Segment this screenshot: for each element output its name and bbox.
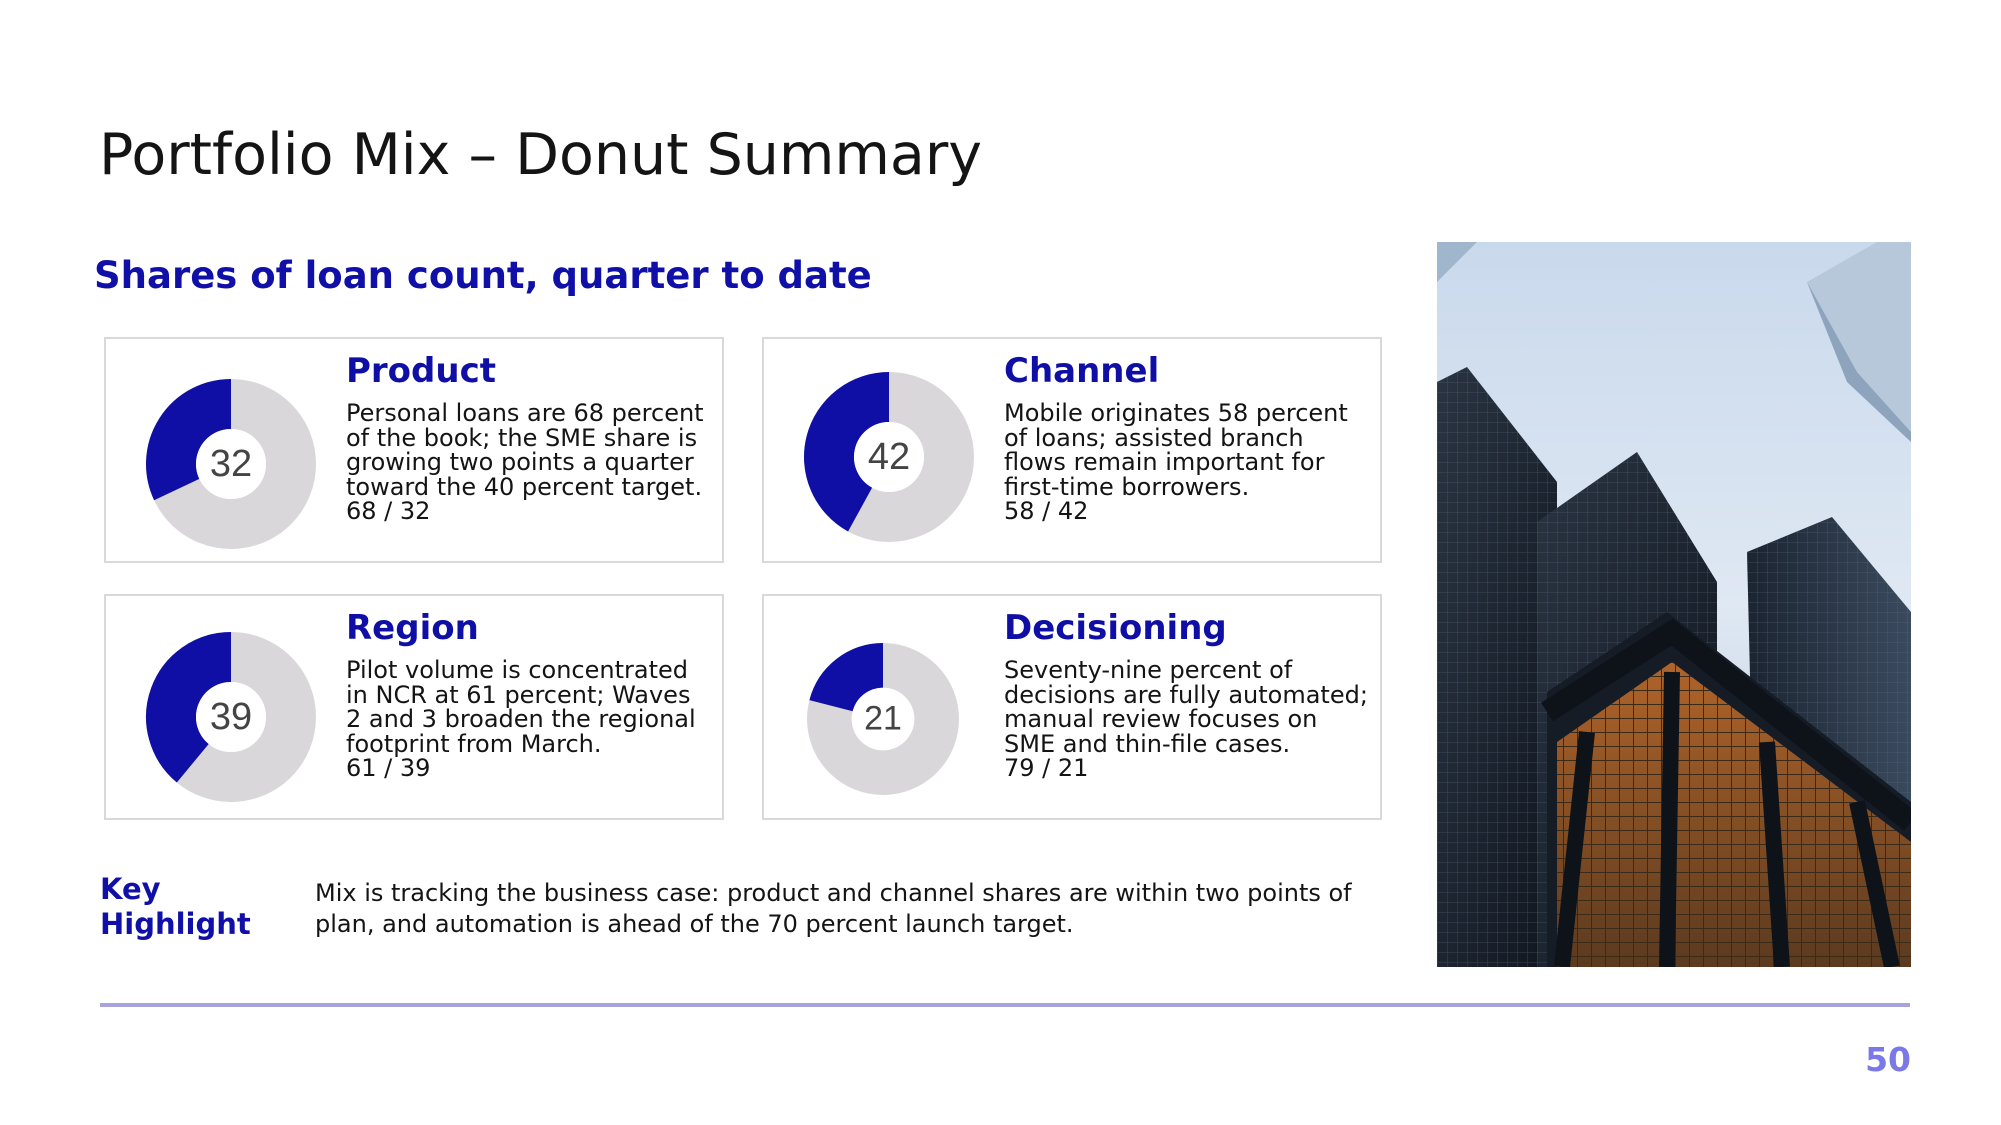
donut-chart-region (146, 632, 316, 802)
card-title: Product (346, 351, 496, 391)
key-highlight-label: Key Highlight (100, 872, 251, 941)
slide-title: Portfolio Mix – Donut Summary (99, 122, 983, 188)
donut-chart-product (146, 379, 316, 549)
slide-subtitle: Shares of loan count, quarter to date (94, 254, 872, 297)
donut-center-value: 42 (867, 436, 911, 478)
page-number: 50 (1865, 1040, 1911, 1079)
card-description-text: Seventy-nine percent of decisions are fully automated; manual review focuses on SME and thin-file cases. (1004, 656, 1368, 758)
donut-card-channel (762, 337, 1382, 563)
skyscrapers-illustration (1437, 242, 1911, 967)
donut-center-value: 39 (209, 696, 253, 738)
card-ratio: 58 / 42 (1004, 497, 1089, 525)
card-description-text: Mobile originates 58 percent of loans; assisted branch flows remain important for first-time borrowers. (1004, 399, 1348, 501)
card-description (346, 658, 711, 781)
footer-divider (100, 1003, 1910, 1007)
key-highlight-text: Mix is tracking the business case: product and channel shares are within two points of plan, and automation is ahead of the 70 percent launch target. (315, 879, 1352, 938)
donut-card-region (104, 594, 724, 820)
donut-center-value: 21 (864, 699, 902, 738)
card-title: Decisioning (1004, 608, 1227, 648)
card-title: Channel (1004, 351, 1160, 391)
card-description (1004, 401, 1369, 524)
donut-chart-channel (804, 372, 974, 542)
card-description-text: Personal loans are 68 percent of the book; the SME share is growing two points a quarter toward the 40 percent target. (346, 399, 704, 501)
card-ratio: 61 / 39 (346, 754, 431, 782)
card-ratio: 79 / 21 (1004, 754, 1089, 782)
donut-card-decisioning (762, 594, 1382, 820)
donut-center-value: 32 (209, 443, 253, 485)
card-description (1004, 658, 1369, 781)
card-title: Region (346, 608, 479, 648)
donut-chart-decisioning (807, 643, 959, 795)
card-ratio: 68 / 32 (346, 497, 431, 525)
card-description (346, 401, 711, 524)
donut-card-product (104, 337, 724, 563)
card-description-text: Pilot volume is concentrated in NCR at 61 percent; Waves 2 and 3 broaden the regional footprint from March. (346, 656, 696, 758)
skyscrapers-photo (1437, 242, 1911, 967)
